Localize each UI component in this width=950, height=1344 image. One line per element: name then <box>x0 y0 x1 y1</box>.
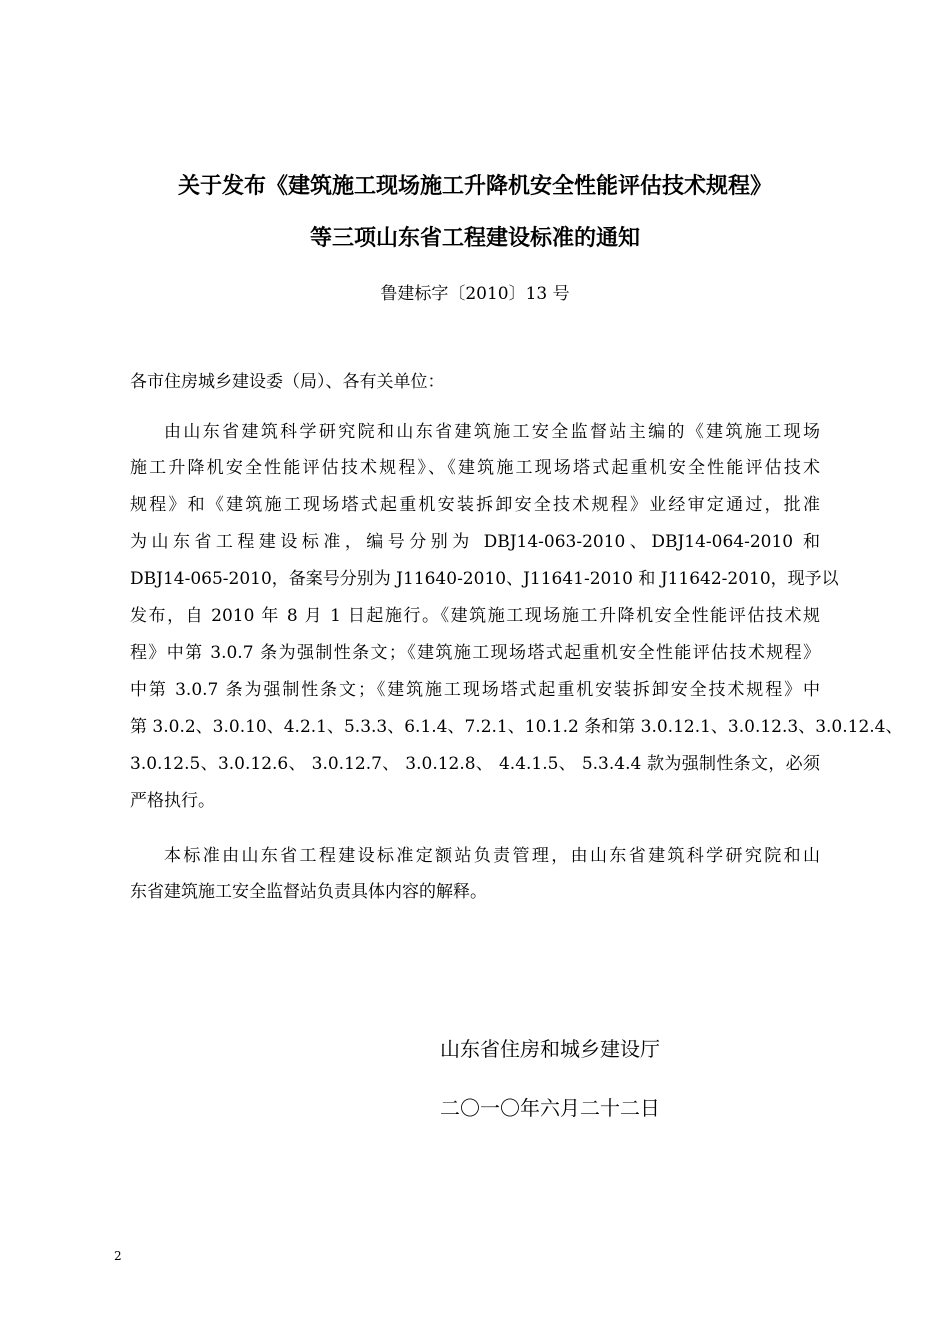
paragraph-1-line: 第 3.0.2、3.0.10、4.2.1、5.3.3、6.1.4、7.2.1、10.1.2 条和第 3.0.12.1、3.0.12.3、3.0.12.4、 <box>130 717 903 737</box>
document-number: 鲁建标字〔2010〕13 号 <box>380 284 570 304</box>
document-title-line-1: 关于发布《建筑施工现场施工升降机安全性能评估技术规程》 <box>177 174 772 199</box>
paragraph-1-line: 3.0.12.5、3.0.12.6、 3.0.12.7、 3.0.12.8、 4.4.1.5、 5.3.4.4 款为强制性条文，必须 <box>130 754 820 774</box>
paragraph-1-line: 程》中第 3.0.7 条为强制性条文；《建筑施工现场塔式起重机安全性能评估技术规程》 <box>130 643 820 663</box>
paragraph-1-line: 由山东省建筑科学研究院和山东省建筑施工安全监督站主编的《建筑施工现场 <box>164 422 820 442</box>
paragraph-1-line: DBJ14-065-2010，备案号分别为 J11640-2010、J11641-2010 和 J11642-2010，现予以 <box>130 569 839 589</box>
issue-date: 二〇一〇年六月二十二日 <box>440 1096 660 1120</box>
paragraph-1-line: 为山东省工程建设标准，编号分别为 DBJ14-063-2010、DBJ14-064-2010 和 <box>130 532 820 552</box>
issuing-authority: 山东省住房和城乡建设厅 <box>440 1037 660 1061</box>
paragraph-1-line: 中第 3.0.7 条为强制性条文；《建筑施工现场塔式起重机安装拆卸安全技术规程》中 <box>130 680 820 700</box>
document-title-line-2: 等三项山东省工程建设标准的通知 <box>309 226 640 251</box>
paragraph-2-line: 东省建筑施工安全监督站负责具体内容的解释。 <box>130 882 487 902</box>
paragraph-1-line: 规程》和《建筑施工现场塔式起重机安装拆卸安全技术规程》业经审定通过，批准 <box>130 495 820 515</box>
paragraph-1-line: 施工升降机安全性能评估技术规程》、《建筑施工现场塔式起重机安全性能评估技术 <box>130 458 820 478</box>
page-number: 2 <box>114 1249 122 1263</box>
paragraph-1-line: 严格执行。 <box>130 791 215 811</box>
paragraph-2-line: 本标准由山东省工程建设标准定额站负责管理，由山东省建筑科学研究院和山 <box>164 846 820 866</box>
salutation: 各市住房城乡建设委（局）、各有关单位： <box>130 372 445 392</box>
paragraph-1-line: 发布，自 2010 年 8 月 1 日起施行。《建筑施工现场施工升降机安全性能评估技术规 <box>130 606 820 626</box>
